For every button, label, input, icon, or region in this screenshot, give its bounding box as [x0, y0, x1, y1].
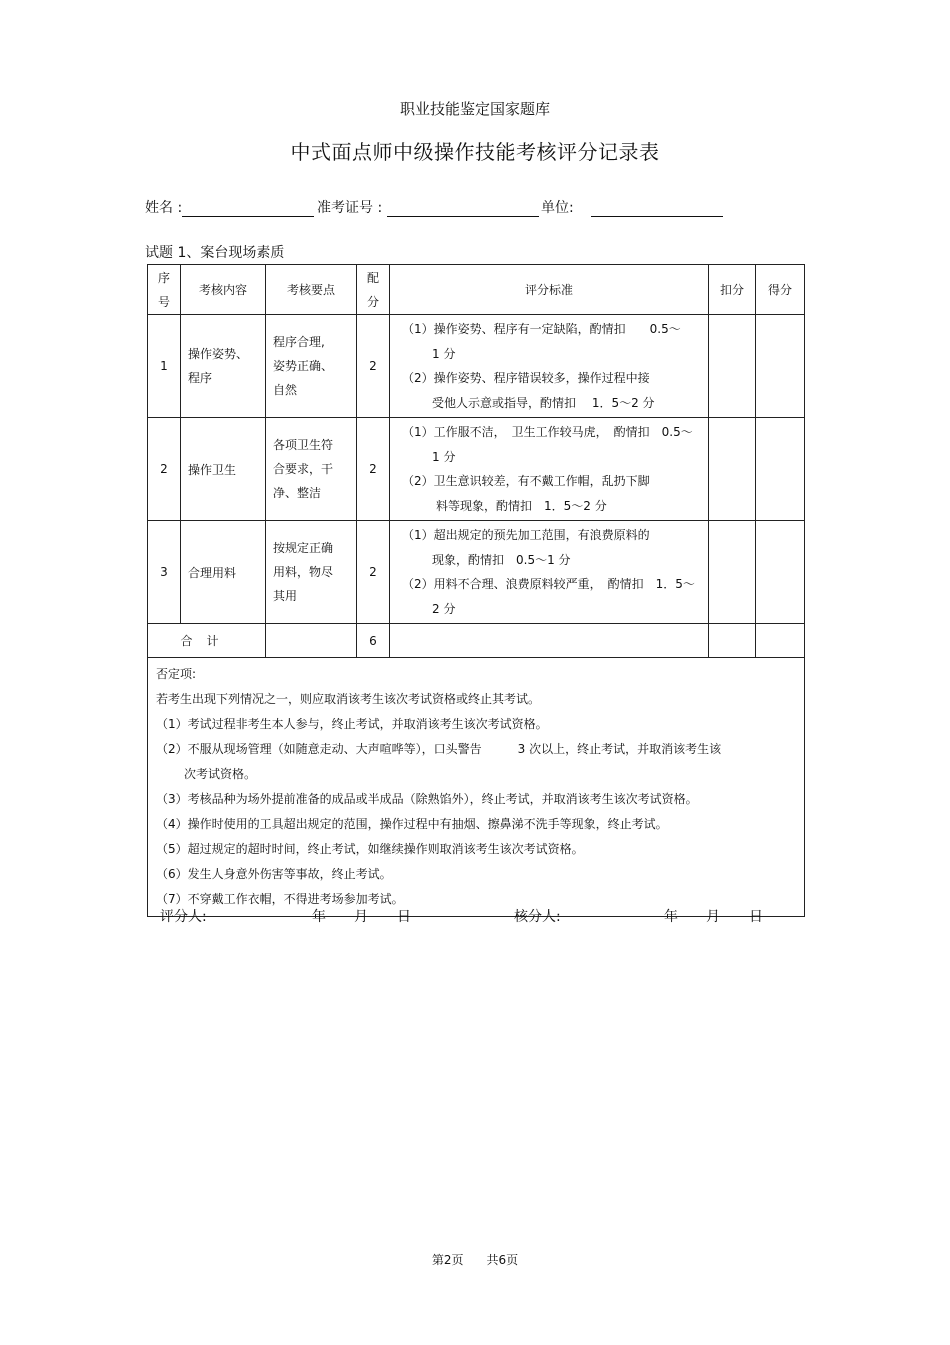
checker-day: 日	[749, 909, 763, 925]
checker-label: 核分人:	[514, 909, 561, 925]
table-header-row	[148, 265, 805, 315]
scorer-month: 月	[354, 909, 368, 925]
row-deduct-cell[interactable]	[709, 315, 756, 418]
total-label: 合计	[148, 624, 266, 658]
total-criteria-cell	[390, 624, 709, 658]
row-content: 操作姿势、 程序	[181, 315, 266, 418]
total-points-cell	[266, 624, 357, 658]
form-title: 中式面点师中级操作技能考核评分记录表	[290, 140, 660, 164]
negation-item: （5）超过规定的超时时间，终止考试，如继续操作则取消该考生该次考试资格。	[156, 842, 584, 856]
header-score: 配 分	[357, 265, 390, 315]
page-total: 共6页	[486, 1253, 519, 1267]
page-current: 第2页	[431, 1253, 464, 1267]
checker-month: 月	[706, 909, 720, 925]
row-score: 2	[357, 418, 390, 521]
row-score: 2	[357, 315, 390, 418]
row-seq: 3	[148, 521, 181, 624]
total-gain-cell[interactable]	[756, 624, 805, 658]
row-criteria: （1）超出规定的预先加工范围，有浪费原料的 现象，酌情扣 0.5～1 分 （2）用料不合理、浪费原料较严重， 酌情扣 1．5～ 2 分	[390, 521, 709, 624]
negation-row	[148, 658, 805, 917]
row-points: 程序合理, 姿势正确、 自然	[266, 315, 357, 418]
ticket-field[interactable]	[387, 216, 539, 217]
ticket-label: 准考证号 :	[317, 200, 383, 216]
row-deduct-cell[interactable]	[709, 521, 756, 624]
row-points: 各项卫生符 合要求，干 净、整洁	[266, 418, 357, 521]
header-content: 考核内容	[181, 265, 266, 315]
exam-bank-title: 职业技能鉴定国家题库	[399, 100, 550, 118]
negation-item: （7）不穿戴工作衣帽，不得进考场参加考试。	[156, 892, 404, 906]
checker-year: 年	[664, 909, 678, 925]
name-label: 姓名 :	[145, 200, 183, 216]
unit-label: 单位:	[541, 200, 574, 216]
total-row	[148, 624, 805, 658]
row-criteria: （1）工作服不洁， 卫生工作较马虎， 酌情扣 0.5～ 1 分 （2）卫生意识较差，有不戴工作帽，乱扔下脚 料等现象，酌情扣 1．5～2 分	[390, 418, 709, 521]
page-number	[0, 1251, 950, 1268]
negation-item: （2）不服从现场管理（如随意走动、大声喧哗等），口头警告 3 次以上，终止考试，并取消该考生该	[156, 742, 722, 756]
header-seq: 序 号	[148, 265, 181, 315]
name-field[interactable]	[182, 216, 314, 217]
row-seq: 1	[148, 315, 181, 418]
negation-intro: 若考生出现下列情况之一，则应取消该考生该次考试资格或终止其考试。	[156, 692, 541, 706]
unit-field[interactable]	[591, 216, 723, 217]
negation-item: （1）考试过程非考生本人参与，终止考试，并取消该考生该次考试资格。	[156, 717, 548, 731]
row-gain-cell[interactable]	[756, 418, 805, 521]
negation-title: 否定项:	[156, 667, 197, 681]
row-gain-cell[interactable]	[756, 521, 805, 624]
row-seq: 2	[148, 418, 181, 521]
header-gain: 得分	[756, 265, 805, 315]
scoring-table	[147, 264, 805, 917]
row-deduct-cell[interactable]	[709, 418, 756, 521]
row-gain-cell[interactable]	[756, 315, 805, 418]
scorer-day: 日	[397, 909, 411, 925]
header-points: 考核要点	[266, 265, 357, 315]
table-row	[148, 418, 805, 521]
row-points: 按规定正确 用料，物尽 其用	[266, 521, 357, 624]
negation-item: （6）发生人身意外伤害等事故，终止考试。	[156, 867, 392, 881]
row-score: 2	[357, 521, 390, 624]
total-score: 6	[357, 624, 390, 658]
row-criteria: （1）操作姿势、程序有一定缺陷，酌情扣 0.5～ 1 分 （2）操作姿势、程序错误较多，操作过程中接 受他人示意或指导，酌情扣 1．5～2 分	[390, 315, 709, 418]
row-content: 操作卫生	[181, 418, 266, 521]
total-deduct-cell[interactable]	[709, 624, 756, 658]
scorer-label: 评分人:	[160, 909, 207, 925]
header-criteria: 评分标准	[390, 265, 709, 315]
table-row	[148, 315, 805, 418]
negation-item: （4）操作时使用的工具超出规定的范围，操作过程中有抽烟、擦鼻涕不洗手等现象，终止考试。	[156, 817, 668, 831]
header-deduct: 扣分	[709, 265, 756, 315]
negation-item: （3）考核品种为场外提前准备的成品或半成品（除熟馅外），终止考试，并取消该考生该次考试资格。	[156, 792, 698, 806]
question-title: 试题 1、案台现场素质	[145, 245, 285, 261]
row-content: 合理用料	[181, 521, 266, 624]
scorer-year: 年	[312, 909, 326, 925]
negation-item-continued: 次考试资格。	[184, 767, 257, 781]
table-row	[148, 521, 805, 624]
negation-section	[148, 658, 805, 917]
